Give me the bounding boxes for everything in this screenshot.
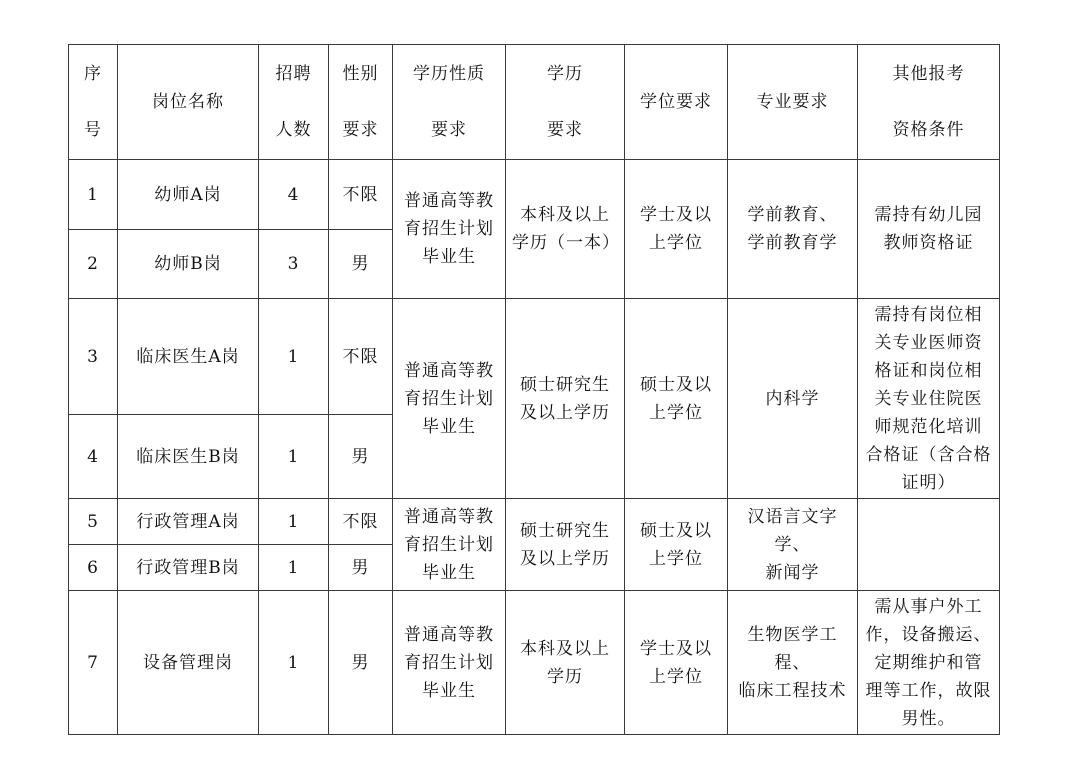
cell-gender: 男 [329,545,393,591]
cell-edu: 本科及以上 学历 [506,591,625,735]
cell-degree: 学士及以 上学位 [625,591,728,735]
cell-seq: 1 [69,160,118,230]
header-other: 其他报考 资格条件 [858,45,1000,160]
cell-seq: 5 [69,499,118,545]
cell-count: 1 [259,499,329,545]
cell-gender: 男 [329,415,393,499]
cell-other: 需持有岗位相 关专业医师资 格证和岗位相 关专业住院医 师规范化培训 合格证（含合格 证明） [858,299,1000,499]
cell-seq: 3 [69,299,118,415]
cell-position: 设备管理岗 [118,591,259,735]
header-edu-type: 学历性质 要求 [393,45,506,160]
header-gender: 性别 要求 [329,45,393,160]
cell-other: 需持有幼儿园 教师资格证 [858,160,1000,299]
cell-degree: 硕士及以 上学位 [625,299,728,499]
cell-gender: 不限 [329,299,393,415]
cell-major: 汉语言文字 学、 新闻学 [728,499,858,591]
cell-position: 行政管理A岗 [118,499,259,545]
cell-major: 内科学 [728,299,858,499]
cell-count: 1 [259,299,329,415]
cell-seq: 6 [69,545,118,591]
cell-gender: 男 [329,591,393,735]
cell-major: 生物医学工 程、 临床工程技术 [728,591,858,735]
table-row [69,299,1000,415]
table-row [69,591,1000,735]
recruitment-table [68,44,1000,735]
cell-position: 临床医生A岗 [118,299,259,415]
cell-edu-type: 普通高等教 育招生计划 毕业生 [393,591,506,735]
cell-gender: 不限 [329,160,393,230]
cell-other: 需从事户外工 作，设备搬运、 定期维护和管 理等工作，故限 男性。 [858,591,1000,735]
table-row [69,499,1000,545]
cell-gender: 不限 [329,499,393,545]
cell-edu-type: 普通高等教 育招生计划 毕业生 [393,160,506,299]
cell-position: 行政管理B岗 [118,545,259,591]
cell-major: 学前教育、 学前教育学 [728,160,858,299]
header-position: 岗位名称 [118,45,259,160]
cell-position: 幼师B岗 [118,230,259,299]
cell-seq: 7 [69,591,118,735]
cell-gender: 男 [329,230,393,299]
cell-degree: 硕士及以 上学位 [625,499,728,591]
cell-edu: 硕士研究生 及以上学历 [506,299,625,499]
header-count: 招聘 人数 [259,45,329,160]
cell-edu-type: 普通高等教 育招生计划 毕业生 [393,499,506,591]
cell-count: 4 [259,160,329,230]
header-seq: 序 号 [69,45,118,160]
cell-count: 1 [259,591,329,735]
table-row [69,160,1000,230]
cell-edu: 本科及以上 学历（一本） [506,160,625,299]
cell-seq: 4 [69,415,118,499]
cell-count: 3 [259,230,329,299]
header-edu: 学历 要求 [506,45,625,160]
cell-count: 1 [259,415,329,499]
cell-position: 临床医生B岗 [118,415,259,499]
header-major: 专业要求 [728,45,858,160]
table-header-row [69,45,1000,160]
cell-position: 幼师A岗 [118,160,259,230]
cell-degree: 学士及以 上学位 [625,160,728,299]
cell-other [858,499,1000,591]
cell-seq: 2 [69,230,118,299]
cell-edu: 硕士研究生 及以上学历 [506,499,625,591]
cell-edu-type: 普通高等教 育招生计划 毕业生 [393,299,506,499]
header-degree: 学位要求 [625,45,728,160]
cell-count: 1 [259,545,329,591]
